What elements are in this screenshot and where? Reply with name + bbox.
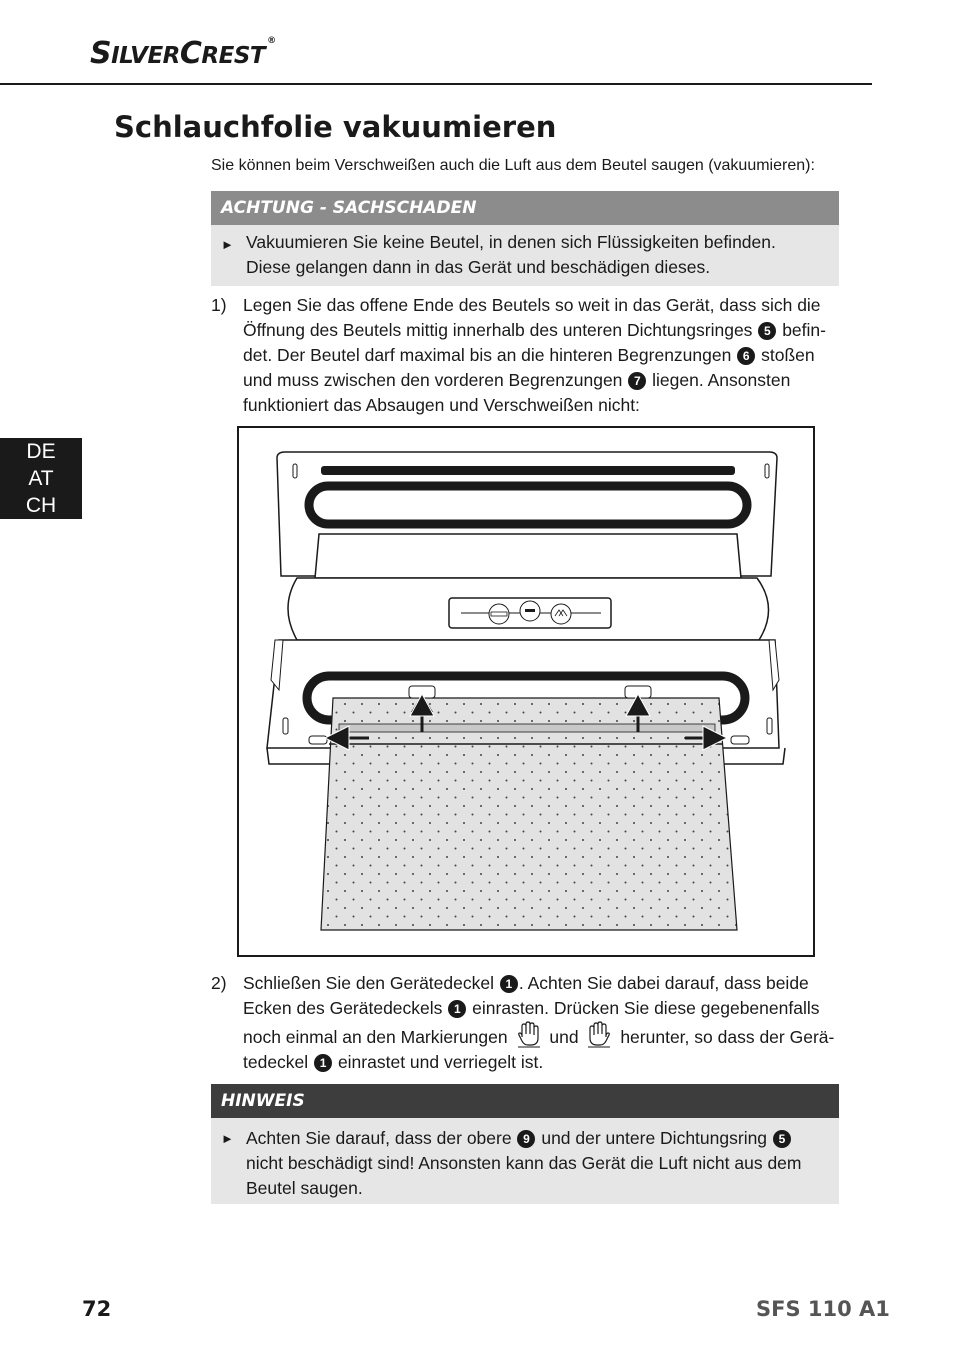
ref-badge: 7	[628, 372, 646, 390]
note-box: HINWEIS ► Achten Sie darauf, dass der obere 9 und der untere Dichtungsring 5 nicht beschädigt sind! Ansonsten kann das Gerät die Luft nicht aus dem Beutel saugen.	[211, 1084, 839, 1204]
bullet-arrow-icon: ►	[221, 237, 234, 252]
lang-at: AT	[28, 467, 54, 490]
page-title: Schlauchfolie vakuumieren	[114, 110, 557, 144]
ref-badge: 5	[773, 1130, 791, 1148]
hand-press-icon	[586, 1021, 612, 1049]
device-illustration	[237, 426, 815, 957]
ref-badge: 6	[737, 347, 755, 365]
ref-badge: 1	[448, 1000, 466, 1018]
ref-badge: 1	[500, 975, 518, 993]
lang-ch: CH	[25, 494, 57, 517]
warning-text: Vakuumieren Sie keine Beutel, in denen sich Flüssigkeiten befinden. Diese gelangen dann in das Gerät und beschädigen dieses.	[246, 232, 776, 277]
step-2: 2) Schließen Sie den Gerätedeckel 1 . Achten Sie dabei darauf, dass beide Ecken des Gerätedeckels 1 einrasten. Drücken Sie diese gegebenenfalls noch einmal an den Markierungen und herunter, so dass der Gerä-tedeckel 1 einrastet und verriegelt ist.	[211, 973, 835, 1072]
header-rule	[0, 83, 872, 85]
note-title: HINWEIS	[211, 1084, 839, 1118]
ref-badge: 9	[517, 1130, 535, 1148]
bullet-arrow-icon: ►	[221, 1131, 234, 1146]
warning-title: ACHTUNG - SACHSCHADEN	[211, 191, 839, 225]
ref-badge: 5	[758, 322, 776, 340]
page-number: 72	[82, 1297, 112, 1321]
intro-text: Sie können beim Verschweißen auch die Luft aus dem Beutel saugen (vakuumieren):	[211, 157, 815, 174]
step-1-number: 1)	[211, 295, 227, 315]
ref-badge: 1	[314, 1054, 332, 1072]
brand-logo: SILVERCREST®	[90, 36, 276, 71]
model-name: SFS 110 A1	[756, 1297, 890, 1321]
warning-box	[211, 191, 839, 286]
language-tab	[0, 438, 82, 519]
step-2-number: 2)	[211, 973, 227, 993]
vacuum-sealer-drawing	[239, 428, 813, 955]
step-1: 1) Legen Sie das offene Ende des Beutels so weit in das Gerät, dass sich die Öffnung des Beutels mittig innerhalb des unteren Dichtungsringes 5 befin-det. Der Beutel darf maximal bis an die hinteren Begrenzungen 6 stoßen und muss zwischen den vorderen Begrenzungen 7 liegen. Ansonsten funktioniert das Absaugen und Verschweißen nicht:	[211, 295, 826, 415]
hand-press-icon	[516, 1021, 542, 1049]
lang-de: DE	[26, 440, 56, 463]
